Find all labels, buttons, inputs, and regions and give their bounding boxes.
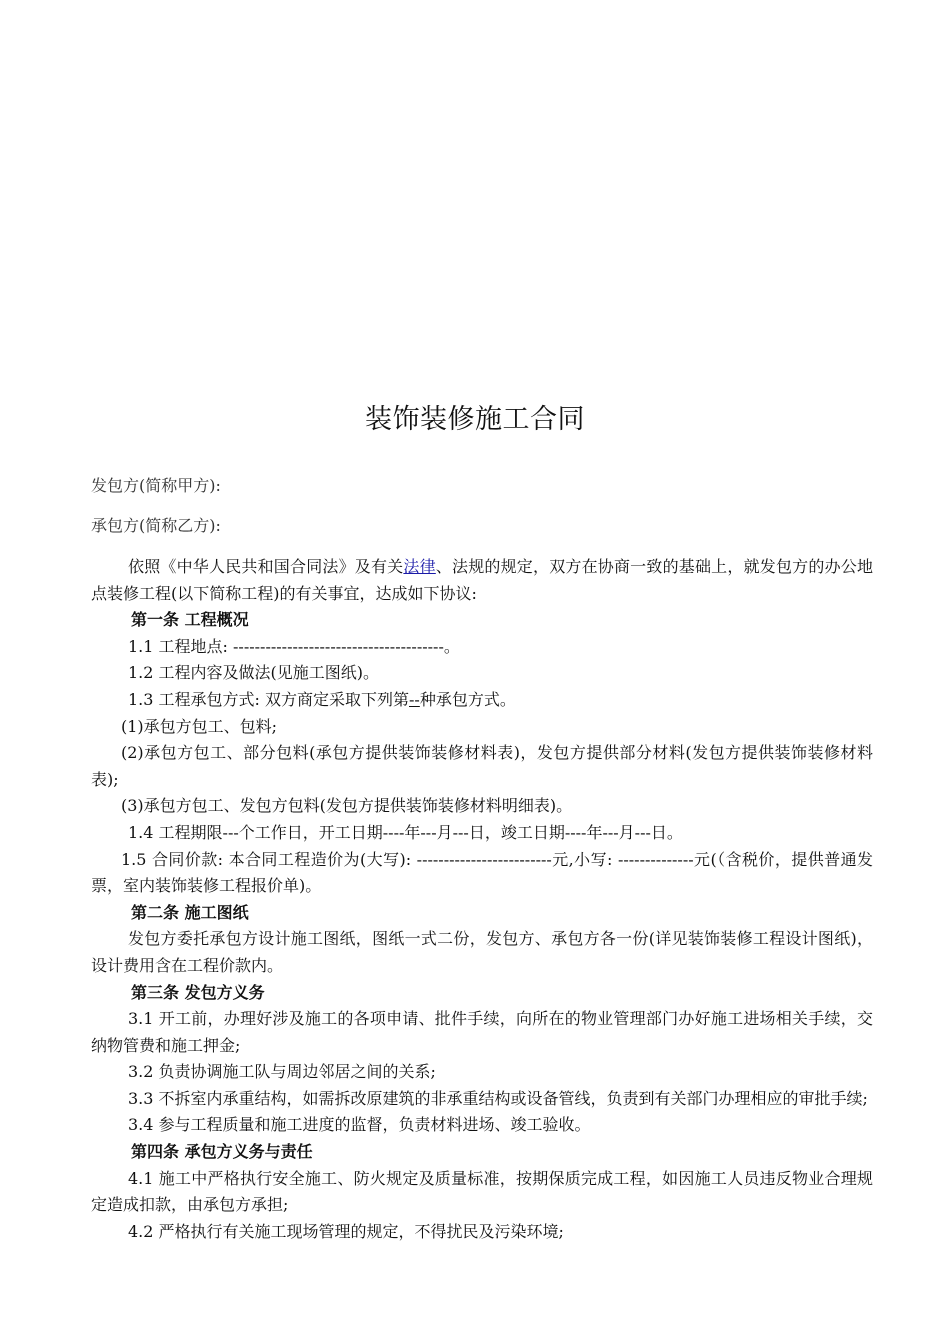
article-3-heading: 第三条 发包方义务 <box>131 982 265 1002</box>
item-3-1: 3.1 开工前，办理好涉及施工的各项申请、批件手续，向所在的物业管理部门办好施工进场相关手续，交纳物管费和施工押金; <box>91 1009 873 1055</box>
item-1-5: 1.5 合同价款: 本合同工程造价为(大写): -------------------------元,小写: --------------元(（含税价，提供普通发票，室内装饰装修工程报价单)。 <box>91 849 873 896</box>
item-3-2: 3.2 负责协调施工队与周边邻居之间的关系; <box>128 1062 436 1082</box>
item-1-1: 1.1 工程地点: ---------------------------------------。 <box>128 636 460 656</box>
article-4-heading: 第四条 承包方义务与责任 <box>131 1142 313 1162</box>
item-1-2: 1.2 工程内容及做法(见施工图纸)。 <box>128 663 380 683</box>
intro-text-pre: 依照《中华人民共和国合同法》及有关 <box>128 557 404 576</box>
article-1-heading: 第一条 工程概况 <box>131 610 249 630</box>
option-2: (2)承包方包工、部分包料(承包方提供装饰装修材料表)，发包方提供部分材料(发包方提供装饰装修材料表); <box>91 743 873 789</box>
item-1-3 <box>91 687 873 714</box>
intro-paragraph <box>91 554 873 607</box>
contract-title: 装饰装修施工合同 <box>365 404 585 435</box>
option-1: (1)承包方包工、包料; <box>121 716 278 736</box>
intro-text-post: 、法规的规定，双方在协商一致的基础上，就发包方的办公地点装修工程(以下简称工程)的有关事宜，达成如下协议: <box>91 557 873 603</box>
contract-body <box>91 554 873 1245</box>
article-2-text: 发包方委托承包方设计施工图纸，图纸一式二份，发包方、承包方各一份(详见装饰装修工程设计图纸)，设计费用含在工程价款内。 <box>91 929 873 975</box>
option-3: (3)承包方包工、发包方包料(发包方提供装饰装修材料明细表)。 <box>121 796 573 816</box>
item-1-3-pre: 1.3 工程承包方式: 双方商定采取下列第 <box>128 689 410 709</box>
party-a-line: 发包方(简称甲方): <box>91 476 221 495</box>
item-3-4: 3.4 参与工程质量和施工进度的监督，负责材料进场、竣工验收。 <box>128 1115 591 1135</box>
item-3-3: 3.3 不拆室内承重结构，如需拆改原建筑的非承重结构或设备管线，负责到有关部门办理相应的审批手续; <box>128 1088 868 1108</box>
party-b-line: 承包方(简称乙方): <box>91 516 221 535</box>
article-2-heading: 第二条 施工图纸 <box>131 902 249 922</box>
item-4-2: 4.2 严格执行有关施工现场管理的规定，不得扰民及污染环境; <box>128 1221 564 1241</box>
item-4-1: 4.1 施工中严格执行安全施工、防火规定及质量标准，按期保质完成工程，如因施工人员违反物业合理规定造成扣款，由承包方承担; <box>91 1168 873 1215</box>
item-1-3-blank: -- <box>409 689 420 709</box>
item-1-4: 1.4 工程期限---个工作日，开工日期----年---月---日，竣工日期----年---月---日。 <box>128 822 683 842</box>
item-1-3-post: 种承包方式。 <box>419 689 516 709</box>
law-link[interactable]: 法律 <box>403 557 436 576</box>
